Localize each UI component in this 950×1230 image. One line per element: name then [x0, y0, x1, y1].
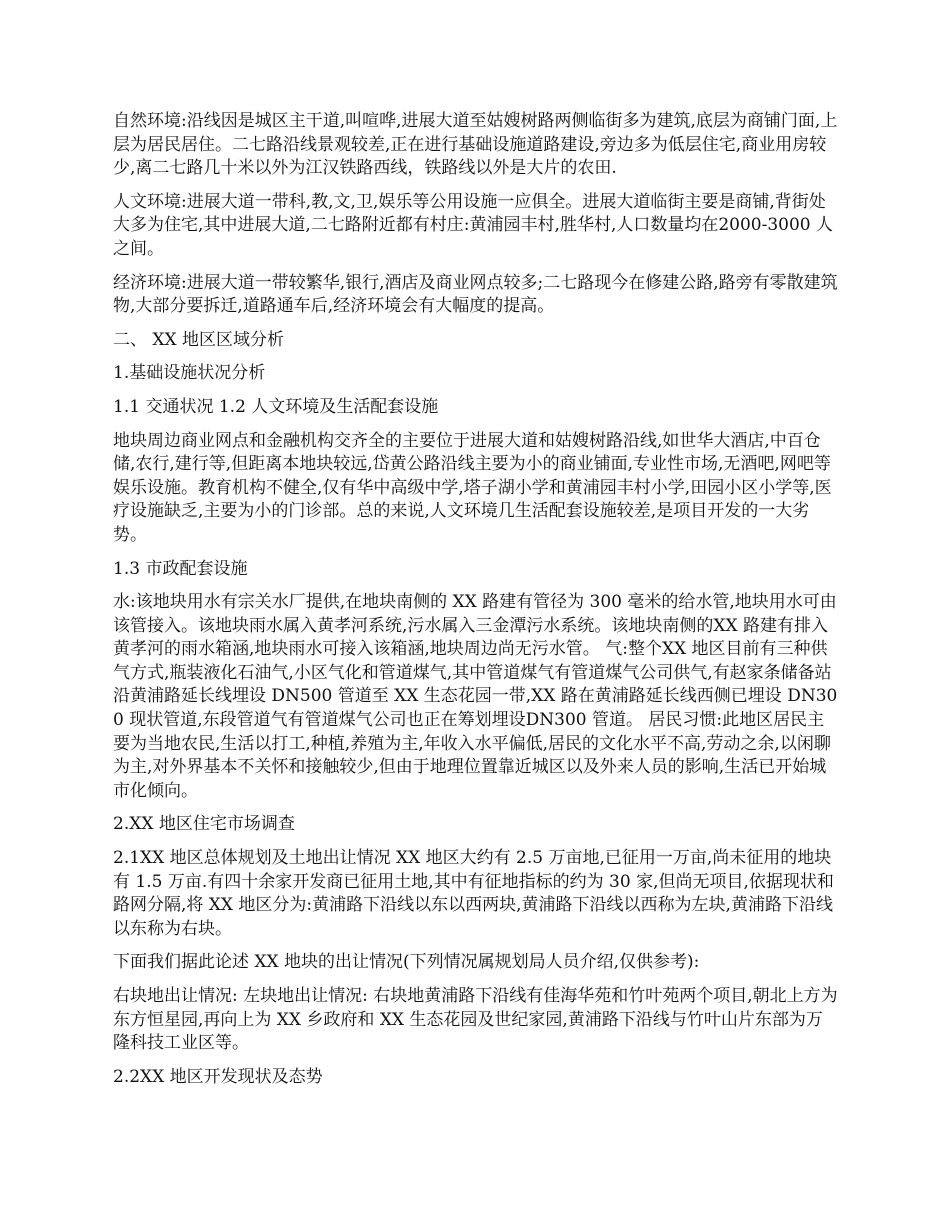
document-body — [113, 110, 838, 1099]
subheading-traffic-and-amenities: 1.1 交通状况 1.2 人文环境及生活配套设施 — [113, 396, 439, 417]
subheading-infrastructure: 1.基础设施状况分析 — [113, 363, 266, 384]
paragraph-land-transfer-details: 右块地出让情况: 左块地出让情况: 右块地黄浦路下沿线有佳海华苑和竹叶苑两个项目,朝北上方为东方恒星园,再向上为 XX 乡政府和 XX 生态花园及世纪家园,黄浦路下沿线与竹叶山片东部为万隆科技工业区等。 — [113, 986, 838, 1054]
paragraph-land-transfer-intro: 下面我们据此论述 XX 地块的出让情况(下列情况属规划局人员介绍,仅供参考): — [113, 952, 700, 973]
subheading-development-status: 2.2XX 地区开发现状及态势 — [113, 1066, 323, 1087]
paragraph-land-planning: 2.1XX 地区总体规划及土地出让情况 XX 地区大约有 2.5 万亩地,已征用一万亩,尚未征用的地块有 1.5 万亩.有四十余家开发商已征用土地,其中有征地指标的约为 30 家,但尚无项目,依据现状和路网分隔,将 XX 地区分为:黄浦路下沿线以东以西两块,黄浦路下沿线以西称为左块,黄浦路下沿线以东称为右块。 — [113, 848, 834, 939]
paragraph-amenities: 地块周边商业网点和金融机构交齐全的主要位于进展大道和姑嫂树路沿线,如世华大酒店,中百仓储,农行,建行等,但距离本地块较远,岱黄公路沿线主要为小的商业铺面,专业性市场,无酒吧,网吧等娱乐设施。教育机构不健全,仅有华中高级中学,塔子湖小学和黄浦园丰村小学,田园小区小学等,医疗设施缺乏,主要为小的门诊部。总的来说,人文环境几生活配套设施较差,是项目开发的一大劣势。 — [113, 430, 832, 545]
section-heading-regional-analysis: 二、 XX 地区区域分析 — [113, 329, 285, 350]
paragraph-cultural-environment: 人文环境:进展大道一带科,教,文,卫,娱乐等公用设施一应俱全。进展大道临街主要是商铺,背街处大多为住宅,其中进展大道,二七路附近都有村庄:黄浦园丰村,胜华村,人口数量均在2000-3000 人之间。 — [113, 191, 834, 259]
subheading-municipal-facilities: 1.3 市政配套设施 — [113, 558, 248, 579]
paragraph-economic-environment: 经济环境:进展大道一带较繁华,银行,酒店及商业网点较多;二七路现今在修建公路,路旁有零散建筑物,大部分要拆迁,道路通车后,经济环境会有大幅度的提高。 — [113, 272, 838, 317]
subheading-housing-market: 2.XX 地区住宅市场调查 — [113, 814, 295, 835]
paragraph-natural-environment: 自然环境:沿线因是城区主干道,叫喧哗,进展大道至姑嫂树路两侧临街多为建筑,底层为商铺门面,上层为居民居住。二七路沿线景观较差,正在进行基础设施道路建设,旁边多为低层住宅,商业用房较少,离二七路几十米以外为江汉铁路西线，铁路线以外是大片的农田. — [113, 111, 838, 179]
paragraph-municipal-facilities: 水:该地块用水有宗关水厂提供,在地块南侧的 XX 路建有管径为 300 毫米的给水管,地块用水可由该管接入。该地块雨水属入黄孝河系统,污水属入三金潭污水系统。该地块南侧的XX 路建有排入黄孝河的雨水箱涵,地块雨水可接入该箱涵,地块周边尚无污水管。 气:整个XX 地区目前有三种供气方式,瓶装液化石油气,小区气化和管道煤气,其中管道煤气有管道煤气公司供气,有赵家条储备站沿黄浦路延长线埋设 DN500 管道至 XX 生态花园一带,XX 路在黄浦路延长线西侧已埋设 DN300 现状管道,东段管道气有管道煤气公司也正在筹划埋设DN300 管道。 居民习惯:此地区居民主要为当地农民,生活以打工,种植,养殖为主,年收入水平偏低,居民的文化水平不高,劳动之余,以闲聊为主,对外界基本不关怀和接触较少,但由于地理位置靠近城区以及外来人员的影响,生活已开始城市化倾向。 — [113, 592, 838, 801]
